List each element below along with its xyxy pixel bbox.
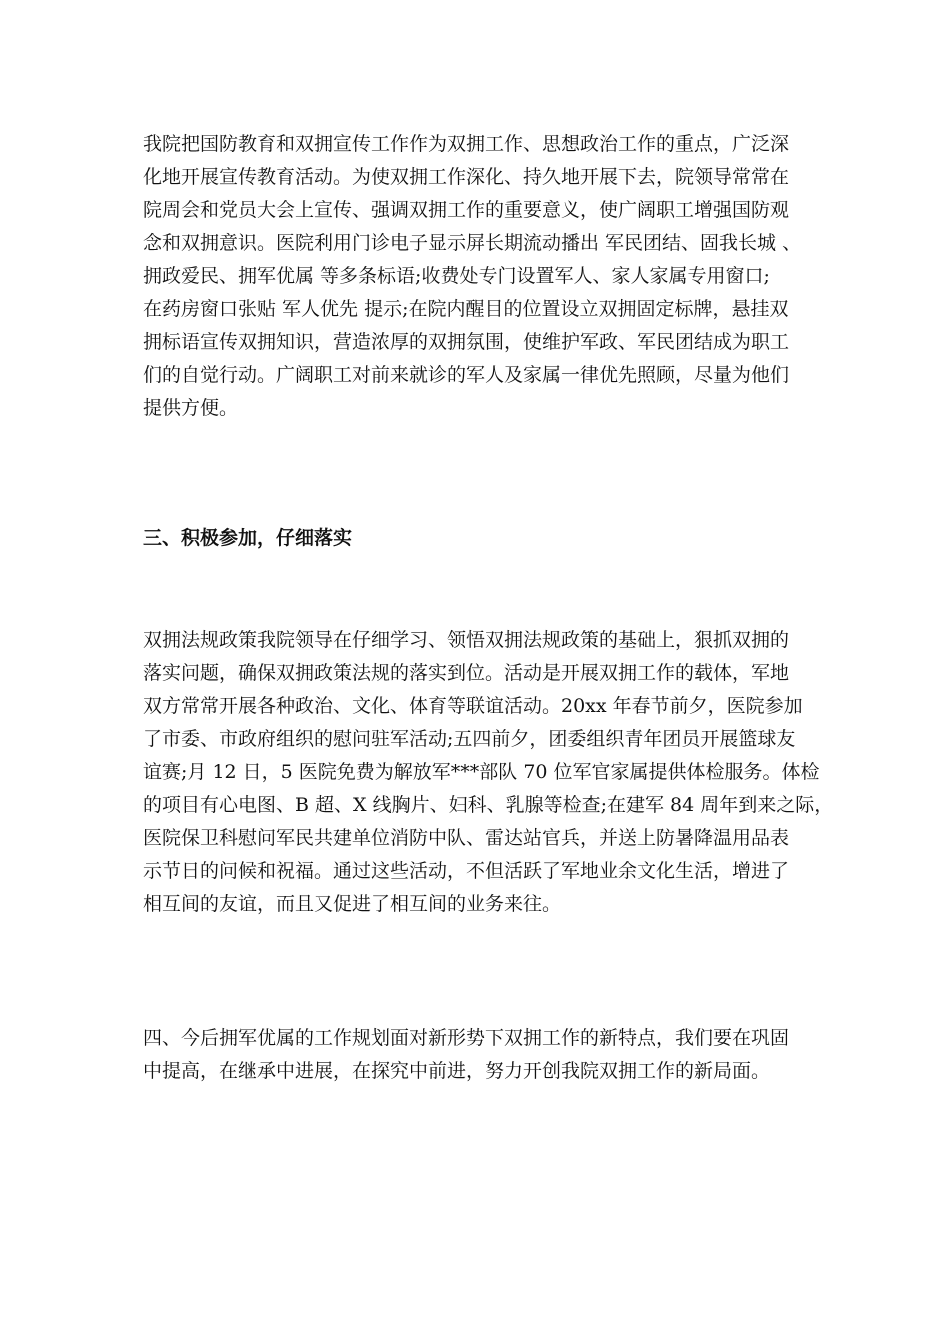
text-line: 我院把国防教育和双拥宣传工作作为双拥工作、思想政治工作的重点，广泛深 [143, 133, 790, 155]
section-heading-3: 三、积极参加，仔细落实 [143, 527, 353, 549]
text-line: 们的自觉行动。广阔职工对前来就诊的军人及家属一律优先照顾，尽量为他们 [143, 364, 790, 386]
paragraph-publicity [143, 128, 813, 425]
text-line: 中提高，在继承中进展，在探究中前进，努力开创我院双拥工作的新局面。 [143, 1060, 771, 1082]
paragraph-future-plan [143, 1022, 813, 1088]
text-line: 落实问题，确保双拥政策法规的落实到位。活动是开展双拥工作的载体，军地 [143, 662, 790, 684]
text-line: 谊赛;月 12 日，5 医院免费为解放军***部队 70 位军官家属提供体检服务。体检 [143, 761, 820, 783]
text-line: 四、今后拥军优属的工作规划面对新形势下双拥工作的新特点，我们要在巩固 [143, 1027, 790, 1049]
text-line: 相互间的友谊，而且又促进了相互间的业务来往。 [143, 893, 562, 915]
text-line: 拥政爱民、拥军优属 等多条标语;收费处专门设置军人、家人家属专用窗口; [143, 265, 770, 287]
text-line: 双方常常开展各种政治、文化、体育等联谊活动。20xx 年春节前夕，医院参加 [143, 695, 803, 717]
text-line: 示节日的问候和祝福。通过这些活动，不但活跃了军地业余文化生活，增进了 [143, 860, 790, 882]
text-line: 拥标语宣传双拥知识，营造浓厚的双拥氛围，使维护军政、军民团结成为职工 [143, 331, 790, 353]
text-line: 双拥法规政策我院领导在仔细学习、领悟双拥法规政策的基础上，狠抓双拥的 [143, 629, 790, 651]
text-line: 了市委、市政府组织的慰问驻军活动;五四前夕，团委组织青年团员开展篮球友 [143, 728, 796, 750]
text-line: 医院保卫科慰问军民共建单位消防中队、雷达站官兵，并送上防暑降温用品表 [143, 827, 790, 849]
text-line: 化地开展宣传教育活动。为使双拥工作深化、持久地开展下去，院领导常常在 [143, 166, 790, 188]
paragraph-implementation [143, 624, 834, 921]
text-line: 念和双拥意识。医院利用门诊电子显示屏长期流动播出 军民团结、固我长城 、 [143, 232, 802, 254]
text-line: 的项目有心电图、B 超、X 线胸片、妇科、乳腺等检查;在建军 84 周年到来之际， [143, 794, 834, 816]
text-line: 院周会和党员大会上宣传、强调双拥工作的重要意义，使广阔职工增强国防观 [143, 199, 790, 221]
text-line: 在药房窗口张贴 军人优先 提示;在院内醒目的位置设立双拥固定标牌，悬挂双 [143, 298, 789, 320]
text-line: 提供方便。 [143, 397, 239, 419]
